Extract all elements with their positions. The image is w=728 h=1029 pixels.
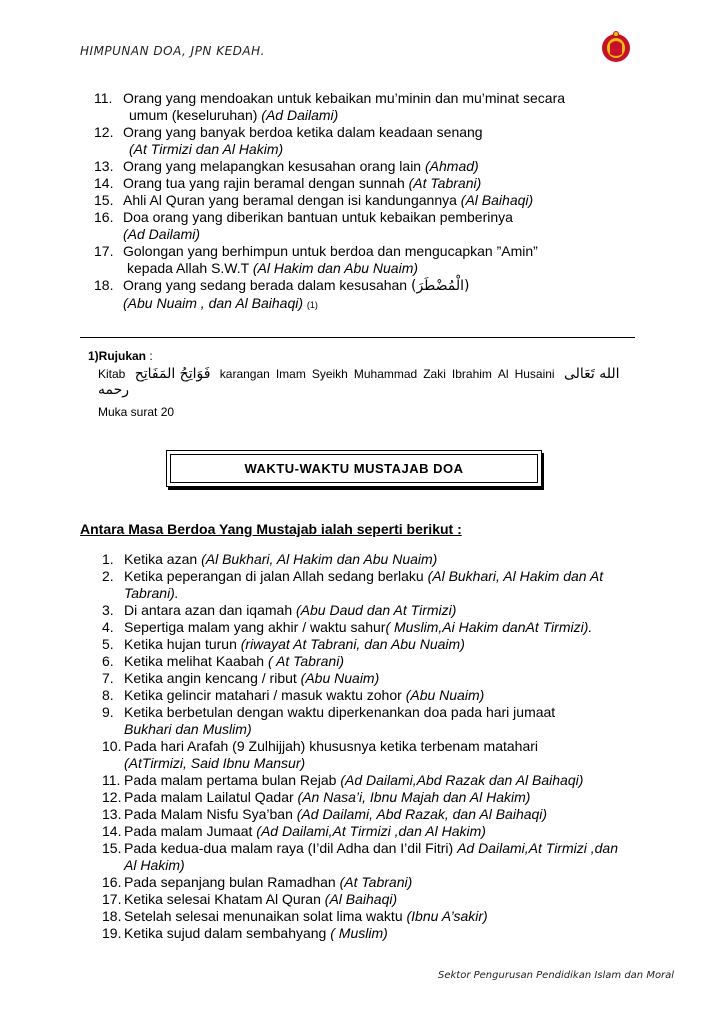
list-continued (94, 90, 614, 314)
reference-word: Ibrahim (451, 367, 492, 381)
source-citation: (Al Baihaqi) (460, 192, 534, 208)
list-text: Orang yang banyak berdoa ketika dalam keadaan senang (123, 124, 483, 140)
list-item (94, 90, 614, 124)
list-number: 19. (102, 925, 122, 941)
source-citation: (riwayat At Tabrani, dan Abu Nuaim) (240, 636, 465, 652)
source-citation: (Al Baihaqi) (324, 891, 398, 907)
list-item (102, 806, 622, 823)
source-citation: (Ad Dailami, Abd Razak, dan Al Baihaqi) (296, 806, 548, 822)
list-item (102, 653, 622, 670)
list-text: Pada kedua-dua malam raya (I’dil Adha dan I’dil Fitri) (124, 840, 454, 856)
list-item (94, 277, 614, 314)
source-citation: (AtTirmizi, Said Ibnu Mansur) (124, 755, 306, 771)
list-item (102, 602, 622, 619)
footnote-divider (80, 337, 635, 338)
list-item (94, 175, 614, 192)
list-text: Orang yang sedang berada dalam kesusahan (123, 277, 408, 293)
reference-word: Syeikh (311, 367, 348, 381)
list-item (94, 192, 614, 209)
list-item (102, 738, 622, 772)
list-number: 13. (102, 806, 122, 822)
source-citation: (Abu Nuaim , dan Al Baihaqi) (123, 295, 304, 311)
source-citation: ( Muslim,Ai Hakim danAt Tirmizi). (385, 619, 593, 635)
source-citation: (Al Hakim dan Abu Nuaim) (252, 260, 419, 276)
list-number: 14. (94, 175, 114, 191)
list-text-cont: umum (keseluruhan) (129, 107, 258, 123)
list-item (102, 789, 622, 806)
reference-word: Muhammad (353, 367, 418, 381)
list-text: Orang tua yang rajin beramal dengan sunnah (123, 175, 405, 191)
source-citation: (At Tirmizi dan Al Hakim) (129, 141, 284, 157)
list-item (102, 891, 622, 908)
list-text: Di antara azan dan iqamah (124, 602, 293, 618)
list-text: Ketika berbetulan dengan waktu diperkenankan doa pada hari jumaat (124, 704, 556, 720)
list-text: Pada Malam Nisfu Sya’ban (124, 806, 293, 822)
mustajab-times-list (102, 551, 622, 942)
section-title-box (166, 450, 542, 487)
reference-page: Muka surat 20 (98, 405, 175, 419)
arabic-honorific: الله تَعَالى (563, 366, 620, 382)
list-number: 9. (102, 704, 114, 720)
kitab-label: Kitab (98, 367, 126, 381)
list-number: 11. (102, 772, 121, 788)
list-item (102, 636, 622, 653)
list-item (102, 670, 622, 687)
list-number: 12. (102, 789, 122, 805)
source-citation: (Abu Nuaim) (405, 687, 485, 703)
list-text: Sepertiga malam yang akhir / waktu sahur (124, 619, 386, 635)
list-text: Orang yang melapangkan kesusahan orang lain (123, 158, 422, 174)
list-text: Ketika angin kencang / ribut (124, 670, 297, 686)
list-number: 18. (94, 277, 114, 293)
list-text: Ketika azan (124, 551, 198, 567)
source-citation: (At Tabrani) (339, 874, 413, 890)
crest-icon (600, 30, 632, 64)
list-text: Pada malam Jumaat (124, 823, 253, 839)
list-number: 10. (102, 738, 122, 754)
list-text-cont: kepada Allah S.W.T (127, 260, 249, 276)
list-number: 8. (102, 687, 114, 703)
reference-heading: 1)Rujukan (88, 349, 147, 363)
page-footer: Sektor Pengurusan Pendidikan Islam dan Moral (438, 970, 675, 981)
list-item (102, 874, 622, 891)
list-number: 17. (94, 243, 114, 259)
reference-word: Al (497, 367, 509, 381)
list-text: Pada malam pertama bulan Rejab (124, 772, 337, 788)
list-item (102, 772, 622, 789)
list-number: 1. (102, 551, 114, 567)
list-text: Ketika peperangan di jalan Allah sedang berlaku (124, 568, 424, 584)
source-citation: (Al Bukhari, Al Hakim dan At Tabrani). (124, 568, 604, 601)
source-citation: (Abu Nuaim) (300, 670, 380, 686)
list-item (94, 124, 614, 158)
list-number: 15. (102, 840, 122, 856)
list-text: Doa orang yang diberikan bantuan untuk kebaikan pemberinya (123, 209, 513, 225)
source-citation: Bukhari dan Muslim) (124, 721, 252, 737)
list-item (94, 209, 614, 243)
list-item (102, 925, 622, 942)
subheading: Antara Masa Berdoa Yang Mustajab ialah seperti berikut : (80, 521, 462, 537)
list-text: Ketika melihat Kaabah (124, 653, 265, 669)
source-citation: (Ad Dailami,Abd Razak dan Al Baihaqi) (340, 772, 584, 788)
reference-word: Zaki (423, 367, 446, 381)
list-item (102, 568, 622, 602)
list-text: Ahli Al Quran yang beramal dengan isi kandungannya (123, 192, 457, 208)
source-citation: (Ad Dailami) (123, 226, 201, 242)
list-number: 2. (102, 568, 114, 584)
list-number: 16. (102, 874, 122, 890)
list-number: 4. (102, 619, 114, 635)
list-number: 12. (94, 124, 114, 140)
source-citation: ( At Tabrani) (267, 653, 344, 669)
list-text: Pada malam Lailatul Qadar (124, 789, 294, 805)
list-text: Setelah selesai menunaikan solat lima waktu (124, 908, 403, 924)
list-item (102, 687, 622, 704)
list-item (102, 619, 622, 636)
arabic-rahimahu: رحمه (98, 382, 130, 398)
list-text: Ketika hujan turun (124, 636, 237, 652)
arabic-term: (الْمُضْطَرَ) (410, 278, 470, 294)
list-item (94, 243, 614, 277)
list-text: Orang yang mendoakan untuk kebaikan mu’minin dan mu’minat secara (123, 90, 566, 106)
source-citation: (Ad Dailami) (261, 107, 339, 123)
section-title: WAKTU-WAKTU MUSTAJAB DOA (170, 454, 538, 483)
reference-word: Husaini (514, 367, 555, 381)
list-item (102, 704, 622, 738)
list-item (94, 158, 614, 175)
list-text: Ketika sujud dalam sembahyang (124, 925, 327, 941)
list-item (102, 551, 622, 568)
reference-colon: : (149, 349, 153, 363)
source-citation: (Abu Daud dan At Tirmizi) (296, 602, 457, 618)
source-citation: (Ad Dailami,At Tirmizi ,dan Al Hakim) (256, 823, 486, 839)
list-number: 13. (94, 158, 114, 174)
list-number: 3. (102, 602, 114, 618)
list-number: 18. (102, 908, 122, 924)
list-text: Pada hari Arafah (9 Zulhijjah) khususnya ketika terbenam matahari (124, 738, 538, 754)
source-citation: Ad Dailami,At Tirmizi ,dan Al Hakim) (124, 840, 618, 873)
reference-word: Imam (275, 367, 306, 381)
list-item (102, 840, 622, 874)
reference-footnote (88, 348, 648, 420)
list-number: 11. (94, 90, 113, 106)
list-text: Golongan yang berhimpun untuk berdoa dan mengucapkan ”Amin” (123, 243, 538, 259)
list-number: 16. (94, 209, 114, 225)
list-item (102, 823, 622, 840)
list-number: 17. (102, 891, 122, 907)
source-citation: (Ibnu A’sakir) (406, 908, 488, 924)
source-citation: (At Tabrani) (408, 175, 482, 191)
kitab-title-arabic: فَوَاتِحُ المَفَاتِح (134, 366, 211, 382)
list-number: 5. (102, 636, 114, 652)
list-number: 15. (94, 192, 114, 208)
list-text: Pada sepanjang bulan Ramadhan (124, 874, 336, 890)
list-item (102, 908, 622, 925)
source-citation: ( Muslim) (330, 925, 388, 941)
source-citation: (Al Bukhari, Al Hakim dan Abu Nuaim) (201, 551, 438, 567)
list-text: Ketika selesai Khatam Al Quran (124, 891, 321, 907)
list-number: 14. (102, 823, 122, 839)
source-citation: (Ahmad) (425, 158, 479, 174)
list-number: 6. (102, 653, 114, 669)
list-number: 7. (102, 670, 114, 686)
page-header-title: HIMPUNAN DOA, JPN KEDAH. (80, 44, 265, 58)
list-text: Ketika gelincir matahari / masuk waktu zohor (124, 687, 402, 703)
footnote-marker: (1) (306, 300, 318, 310)
source-citation: (An Nasa’i, Ibnu Majah dan Al Hakim) (297, 789, 531, 805)
reference-word: karangan (219, 367, 270, 381)
